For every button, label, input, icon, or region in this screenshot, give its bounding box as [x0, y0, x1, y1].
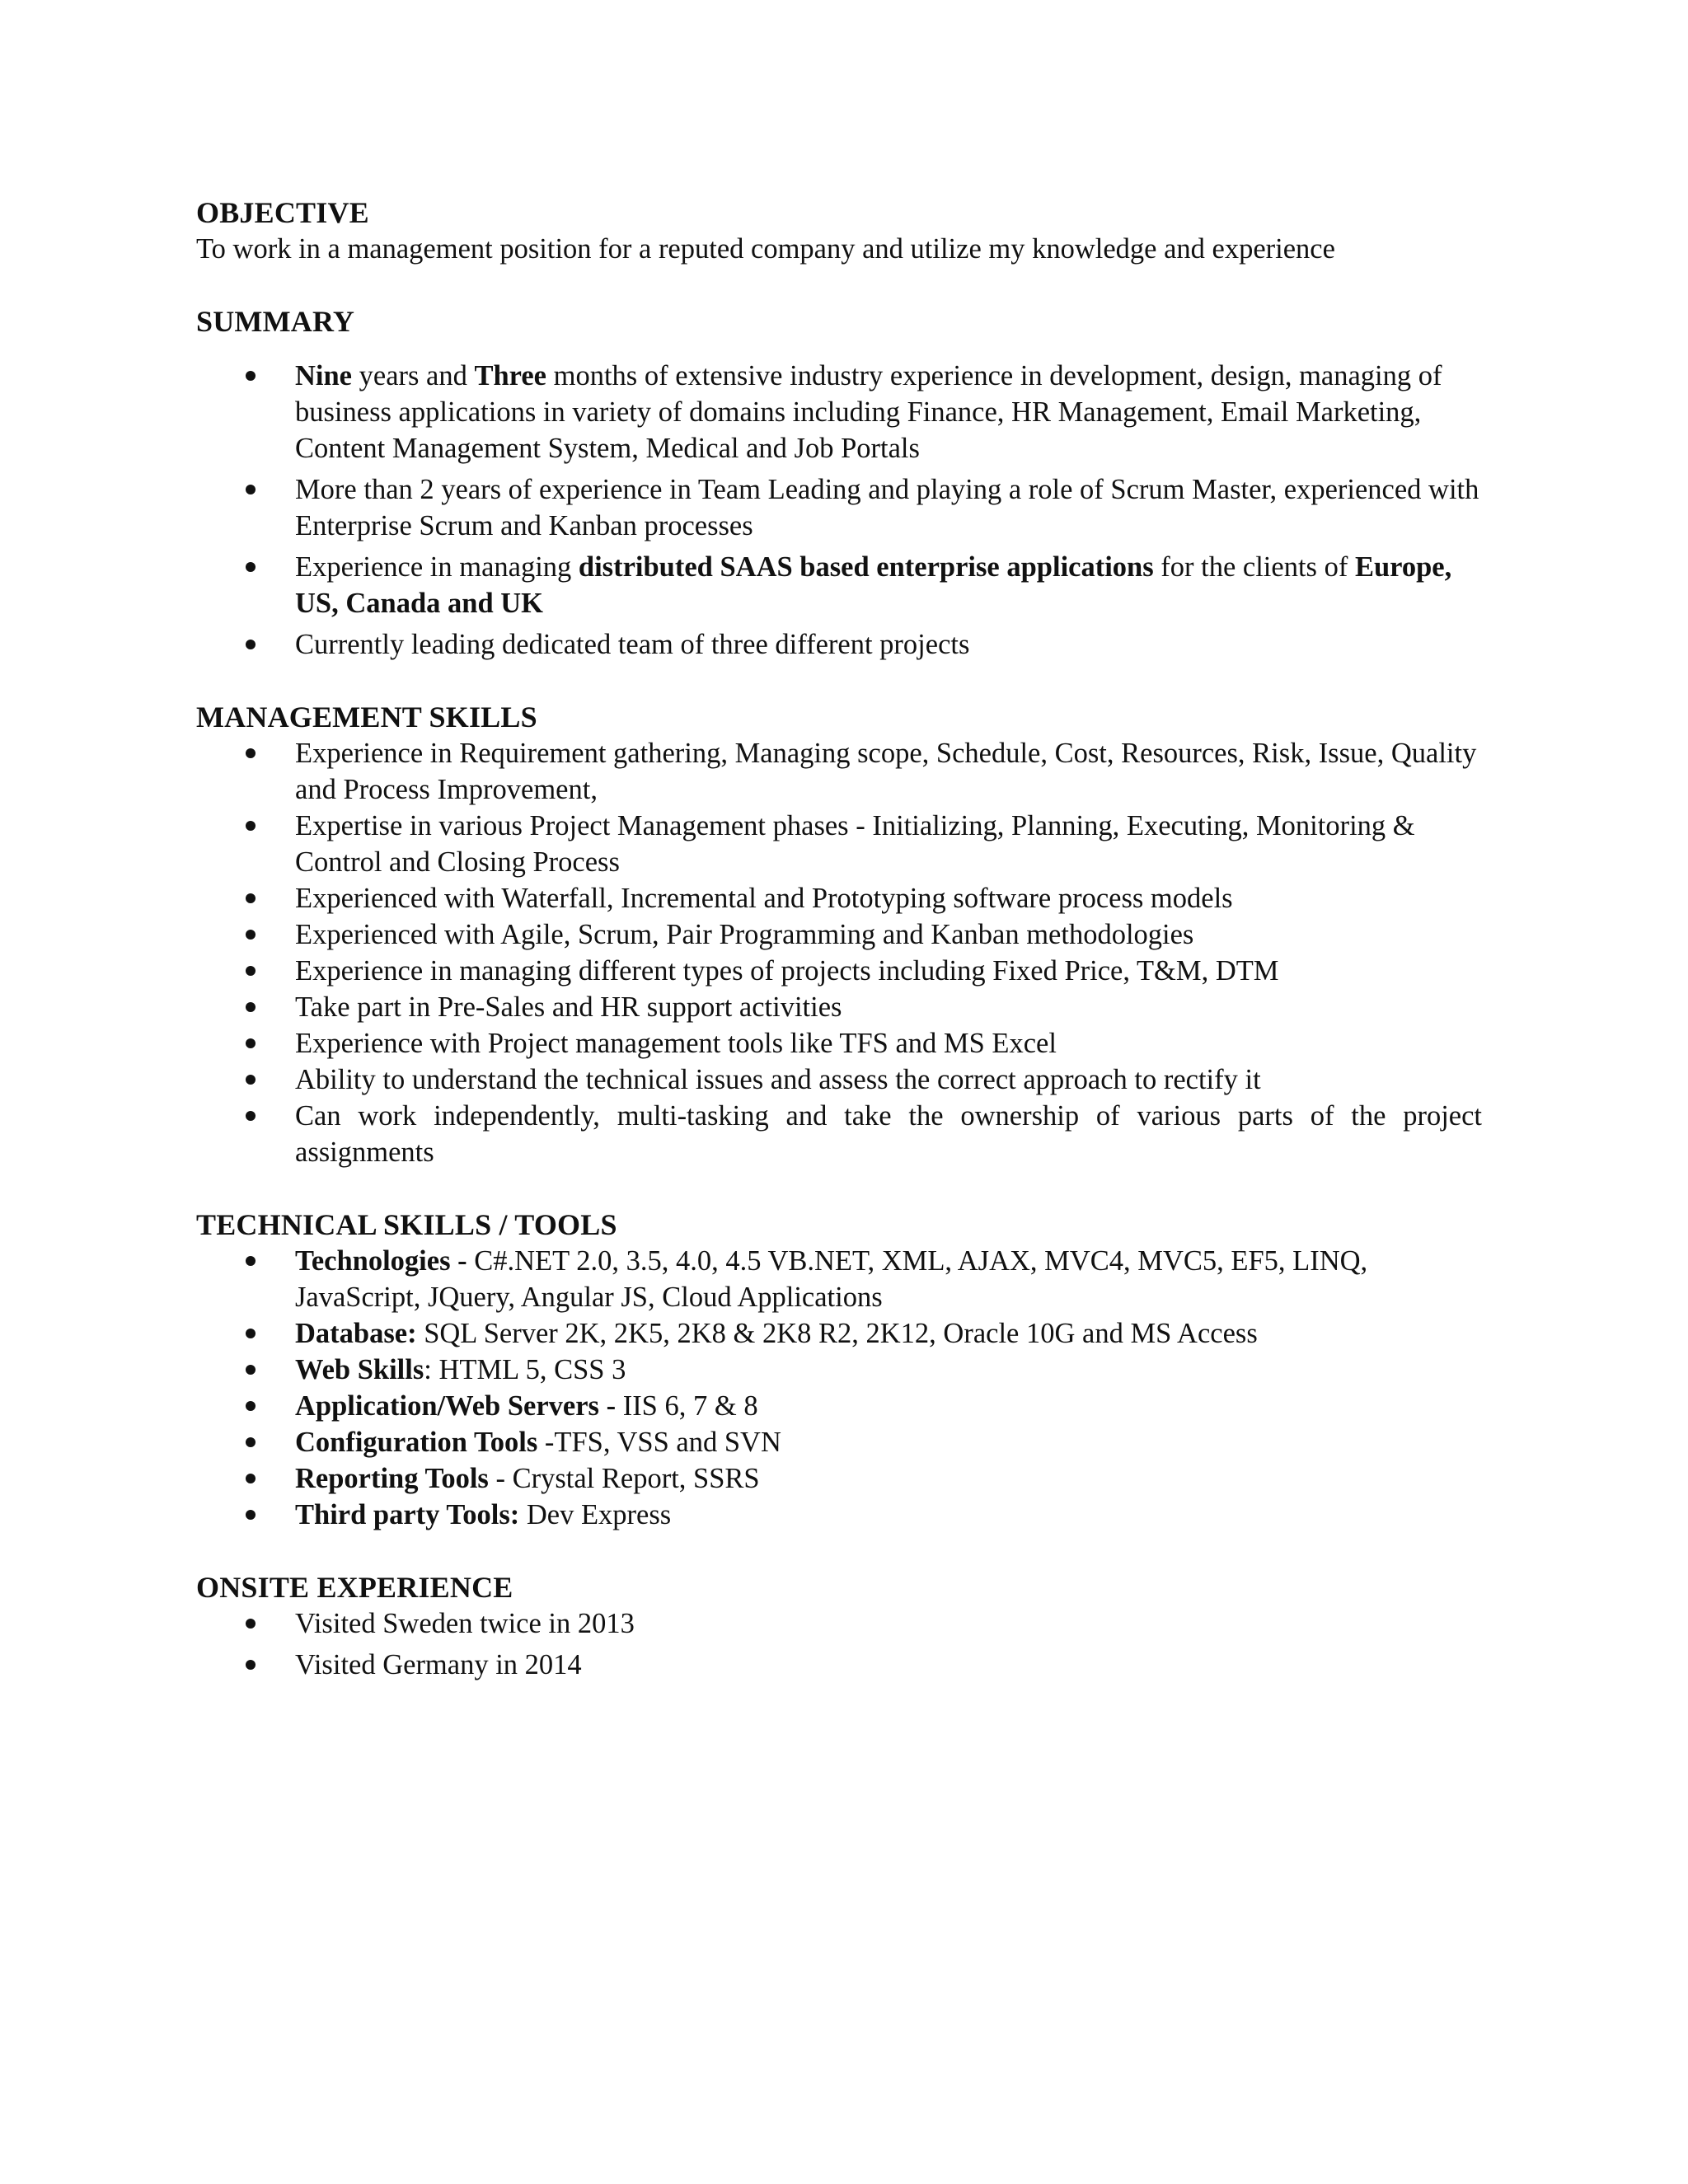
- skill-value: C#.NET 2.0, 3.5, 4.0, 4.5 VB.NET, XML, AJAX, MVC4, MVC5, EF5, LINQ, JavaScript, JQuery, Angular JS, Cloud Applications: [295, 1245, 1368, 1313]
- list-item: Visited Sweden twice in 2013: [196, 1605, 1482, 1642]
- skill-label: Configuration Tools: [295, 1427, 538, 1458]
- skill-label: Web Skills: [295, 1354, 424, 1385]
- skill-value: - Crystal Report, SSRS: [488, 1463, 760, 1494]
- summary-bold-years: Nine: [295, 360, 352, 391]
- skill-label: Reporting Tools: [295, 1463, 489, 1494]
- skill-value: Dev Express: [519, 1499, 672, 1530]
- list-item: Experience in Requirement gathering, Managing scope, Schedule, Cost, Resources, Risk, Issue, Quality and Process Improvement,: [196, 735, 1482, 808]
- list-item: [196, 549, 1482, 621]
- summary-text: months of extensive industry experience in development, design, managing of business applications in variety of domains including Finance, HR Management, Email Marketing, Content Management System, Medical and Job Portals: [295, 360, 1442, 464]
- skill-label: Technologies -: [295, 1245, 467, 1277]
- list-item: [196, 1460, 1482, 1497]
- resume-page: [196, 194, 1482, 1683]
- summary-text: years and: [352, 360, 475, 391]
- list-item: Take part in Pre-Sales and HR support activities: [196, 989, 1482, 1025]
- management-skills-section: [196, 699, 1482, 1170]
- list-item: Experience with Project management tools like TFS and MS Excel: [196, 1025, 1482, 1062]
- management-skills-list: [196, 735, 1482, 1170]
- list-item: [196, 358, 1482, 466]
- summary-list: [196, 358, 1482, 663]
- onsite-experience-heading: ONSITE EXPERIENCE: [196, 1571, 513, 1604]
- summary-text: for the clients of: [1153, 551, 1355, 583]
- skill-value: SQL Server 2K, 2K5, 2K8 & 2K8 R2, 2K12, Oracle 10G and MS Access: [416, 1318, 1258, 1349]
- list-item: [196, 1424, 1482, 1460]
- skill-value: IIS 6, 7 & 8: [616, 1390, 758, 1422]
- management-skills-heading: MANAGEMENT SKILLS: [196, 701, 537, 733]
- skill-label: Database:: [295, 1318, 417, 1349]
- skill-value: : HTML 5, CSS 3: [424, 1354, 626, 1385]
- summary-heading: SUMMARY: [196, 305, 355, 338]
- objective-text: To work in a management position for a reputed company and utilize my knowledge and experience: [196, 233, 1335, 265]
- onsite-experience-list: [196, 1605, 1482, 1683]
- list-item: Experience in managing different types of projects including Fixed Price, T&M, DTM: [196, 953, 1482, 989]
- summary-bold-regions: Europe, US, Canada and UK: [295, 551, 1452, 619]
- skill-value: -TFS, VSS and SVN: [537, 1427, 781, 1458]
- technical-skills-heading: TECHNICAL SKILLS / TOOLS: [196, 1208, 617, 1241]
- objective-heading: OBJECTIVE: [196, 196, 369, 229]
- summary-text: Experience in managing: [295, 551, 579, 583]
- list-item: Can work independently, multi-tasking and take the ownership of various parts of the project assignments: [196, 1098, 1482, 1170]
- list-item: [196, 1497, 1482, 1533]
- list-item: Expertise in various Project Management phases - Initializing, Planning, Executing, Monitoring & Control and Closing Process: [196, 808, 1482, 880]
- summary-bold-months: Three: [474, 360, 546, 391]
- technical-skills-section: [196, 1207, 1482, 1533]
- skill-label: Third party Tools:: [295, 1499, 520, 1530]
- list-item: Visited Germany in 2014: [196, 1647, 1482, 1683]
- summary-bold-apps: distributed SAAS based enterprise applications: [578, 551, 1154, 583]
- list-item: Currently leading dedicated team of three different projects: [196, 626, 1482, 663]
- skill-label: Application/Web Servers -: [295, 1390, 617, 1422]
- onsite-experience-section: [196, 1569, 1482, 1683]
- list-item: [196, 1243, 1482, 1315]
- list-item: Experienced with Waterfall, Incremental and Prototyping software process models: [196, 880, 1482, 916]
- objective-section: [196, 194, 1482, 267]
- list-item: Experienced with Agile, Scrum, Pair Programming and Kanban methodologies: [196, 916, 1482, 953]
- technical-skills-list: [196, 1243, 1482, 1533]
- list-item: [196, 1315, 1482, 1352]
- list-item: [196, 1388, 1482, 1424]
- list-item: More than 2 years of experience in Team Leading and playing a role of Scrum Master, experienced with Enterprise Scrum and Kanban processes: [196, 471, 1482, 544]
- list-item: [196, 1352, 1482, 1388]
- list-item: Ability to understand the technical issues and assess the correct approach to rectify it: [196, 1062, 1482, 1098]
- summary-section: [196, 303, 1482, 663]
